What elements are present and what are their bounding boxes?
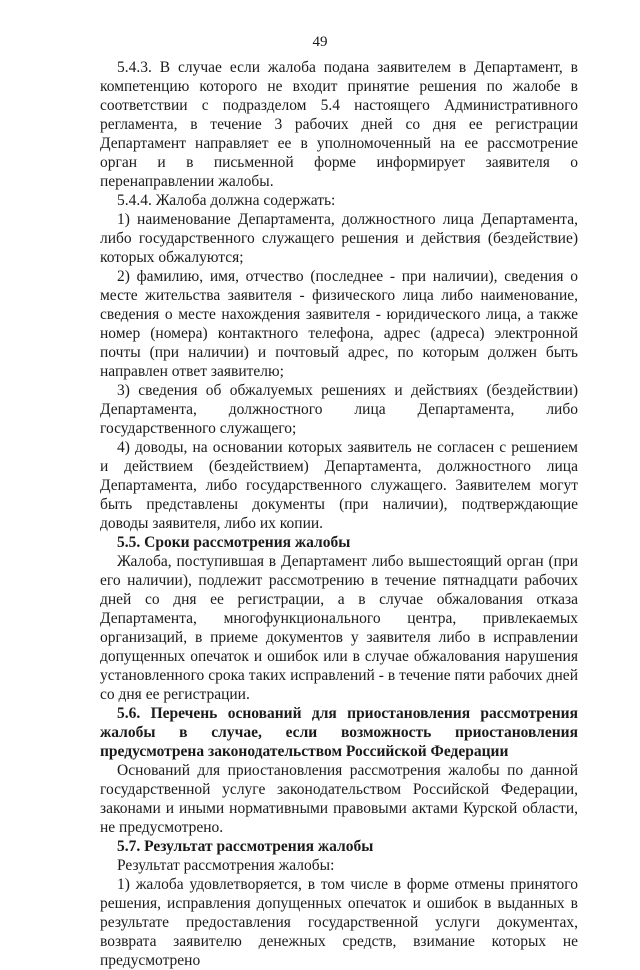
paragraph-5-7-item-1: 1) жалоба удовлетворяется, в том числе в форме отмены принятого решения, исправления допущенных опечаток и ошибок в выданных в результате предоставления государственной услуги документах, возврата заявителю денежных средств, взимание которых не предусмотрено xyxy=(100,876,578,969)
list-item-3: 3) сведения об обжалуемых решениях и действиях (бездействии) Департамента, должностного лица Департамента, либо государственного служащего; xyxy=(100,382,578,437)
heading-5-5: 5.5. Сроки рассмотрения жалобы xyxy=(117,534,351,551)
list-item-1: 1) наименование Департамента, должностного лица Департамента, либо государственного служащего решения и действия (бездействие) которых обжалуются; xyxy=(100,211,578,266)
paragraph-5-5: Жалоба, поступившая в Департамент либо вышестоящий орган (при его наличии), подлежит рассмотрению в течение пятнадцати рабочих дней со дня ее регистрации, а в случае обжалования отказа Департамента, многофункционального центра, привлекаемых организаций, в приеме документов у заявителя либо в исправлении допущенных опечаток и ошибок или в случае обжалования нарушения установленного срока таких исправлений - в течение пяти рабочих дней со дня ее регистрации. xyxy=(100,553,578,703)
list-item-4: 4) доводы, на основании которых заявитель не согласен с решением и действием (бездействием) Департамента, должностного лица Департамента, либо государственного служащего. Заявителем могут быть представлены документы (при наличии), подтверждающие доводы заявителя, либо их копии. xyxy=(100,439,578,532)
paragraph-5-4-4: 5.4.4. Жалоба должна содержать: xyxy=(117,192,336,209)
paragraph-5-4-3: 5.4.3. В случае если жалоба подана заявителем в Департамент, в компетенцию которого не входит принятие решения по жалобе в соответствии с подразделом 5.4 настоящего Административного регламента, в течение 3 рабочих дней со дня ее регистрации Департамент направляет ее в уполномоченный на ее рассмотрение орган и в письменной форме информирует заявителя о перенаправлении жалобы. xyxy=(100,59,578,190)
paragraph-5-7-intro: Результат рассмотрения жалобы: xyxy=(117,857,335,874)
paragraph-5-6: Оснований для приостановления рассмотрения жалобы по данной государственной услуге законодательством Российской Федерации, законами и иными нормативными правовыми актами Курской области, не предусмотрено. xyxy=(100,762,578,836)
heading-5-7: 5.7. Результат рассмотрения жалобы xyxy=(117,838,374,855)
document-body xyxy=(100,58,578,970)
heading-5-6: 5.6. Перечень оснований для приостановления рассмотрения жалобы в случае, если возможность приостановления предусмотрена законодательством Российской Федерации xyxy=(100,705,578,760)
list-item-2: 2) фамилию, имя, отчество (последнее - при наличии), сведения о месте жительства заявителя - физического лица либо наименование, сведения о месте нахождения заявителя - юридического лица, а также номер (номера) контактного телефона, адрес (адреса) электронной почты (при наличии) и почтовый адрес, по которым должен быть направлен ответ заявителю; xyxy=(100,268,578,380)
page-number: 49 xyxy=(312,34,328,50)
